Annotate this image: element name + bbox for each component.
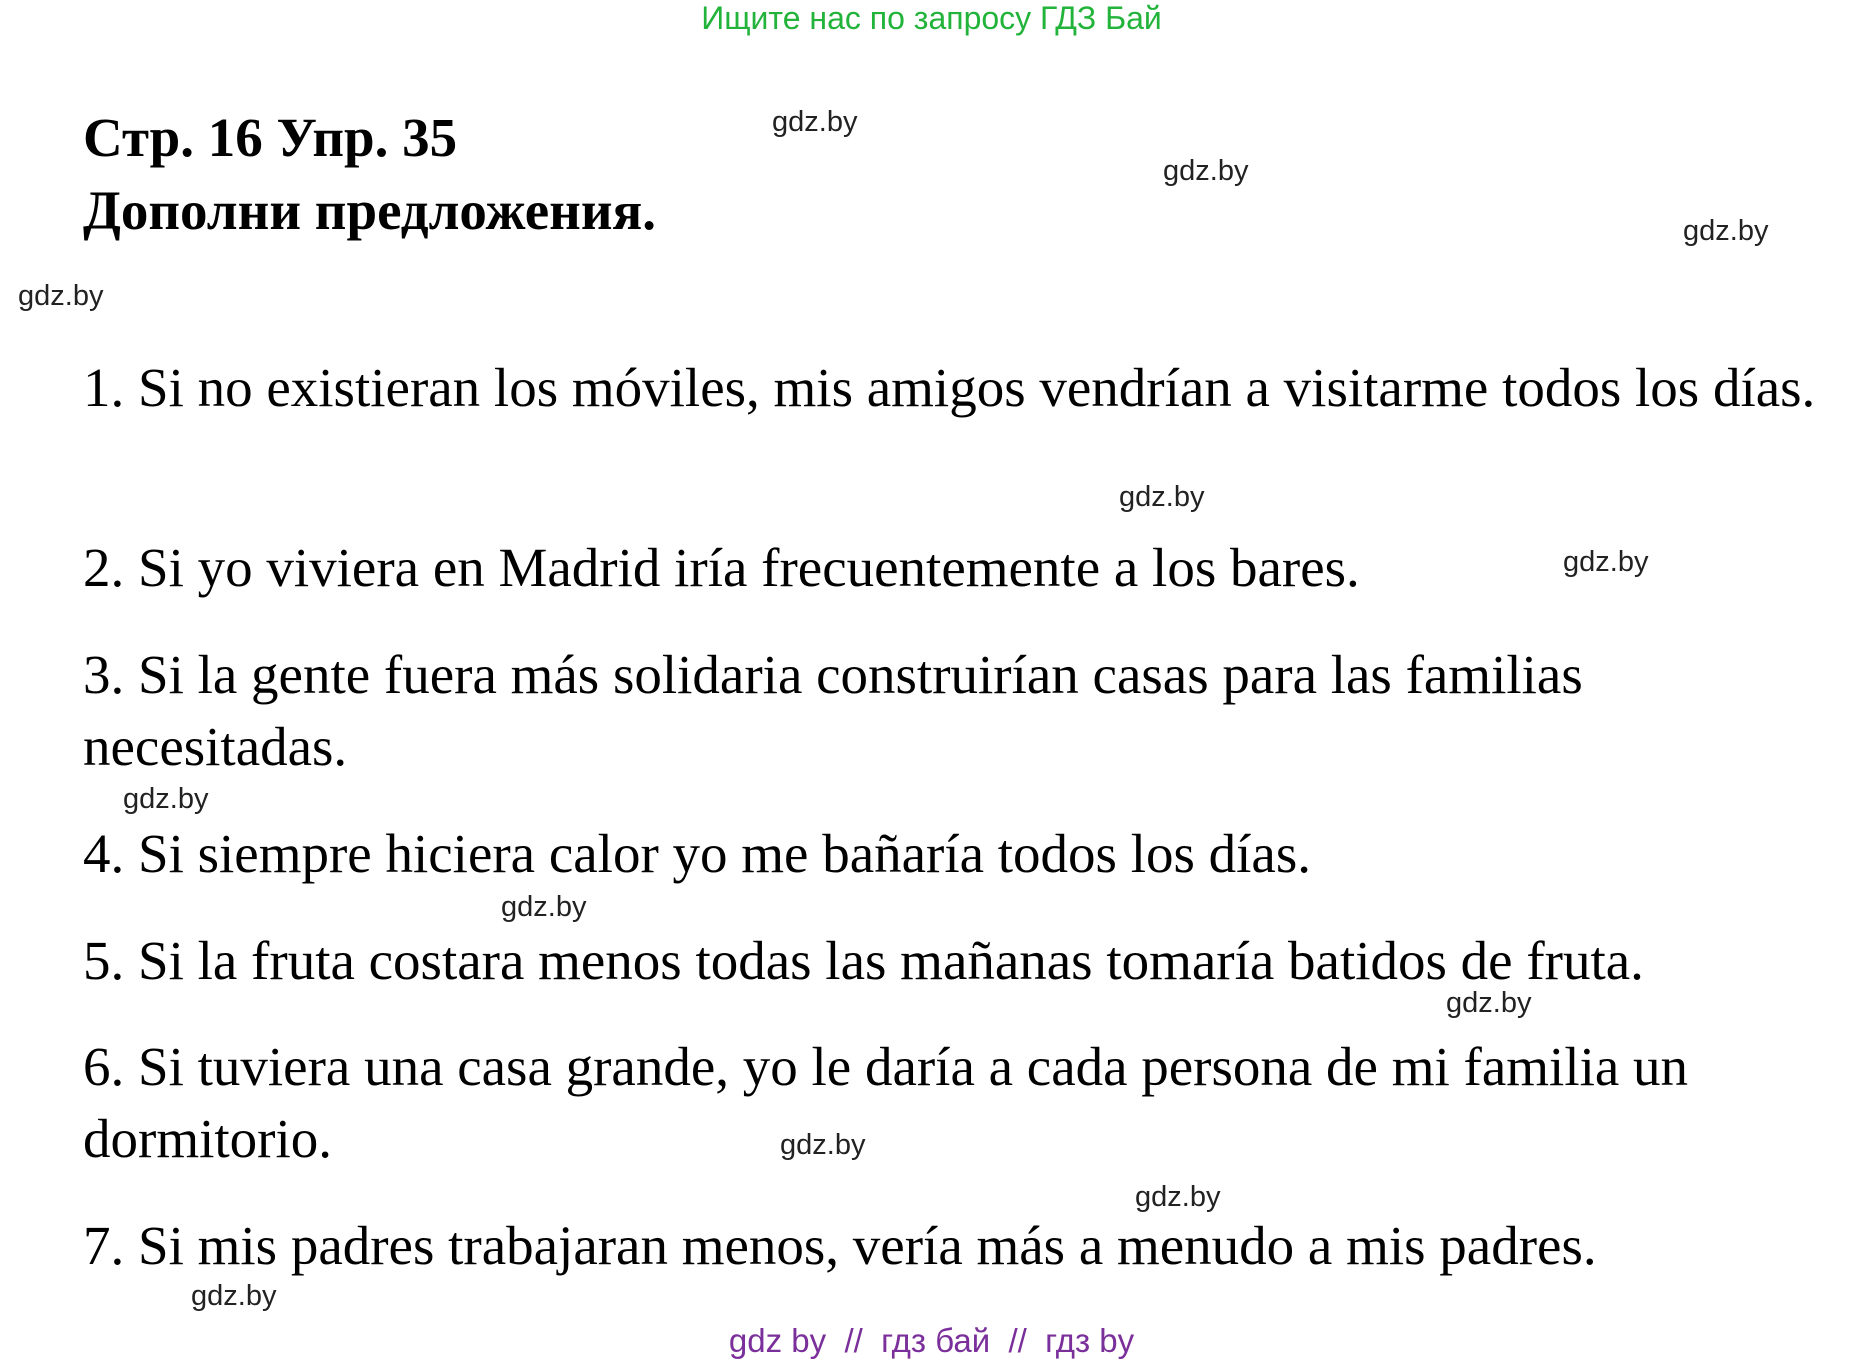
watermark: gdz.by <box>780 1129 866 1161</box>
sentence-1: 1. Si no existieran los móviles, mis amigos vendrían a visitarme todos los días. <box>83 357 1816 418</box>
exercise-instruction: Дополни предложения. <box>83 180 657 241</box>
watermark: gdz.by <box>1446 987 1532 1019</box>
footer-links: gdz by // гдз бай // гдз by <box>728 1322 1135 1359</box>
watermark: gdz.by <box>1683 215 1769 247</box>
sentence-7: 7. Si mis padres trabajaran menos, vería más a menudo a mis padres. <box>83 1215 1597 1276</box>
watermark: gdz.by <box>191 1280 277 1312</box>
top-banner: Ищите нас по запросу ГДЗ Бай <box>701 0 1162 36</box>
watermark: gdz.by <box>1135 1181 1221 1213</box>
page-exercise-title: Стр. 16 Упр. 35 <box>83 107 458 168</box>
sentence-5: 5. Si la fruta costara menos todas las mañanas tomaría batidos de fruta. <box>83 930 1644 991</box>
watermark: gdz.by <box>18 280 104 312</box>
sentence-2: 2. Si yo viviera en Madrid iría frecuentemente a los bares. <box>83 537 1360 598</box>
watermark: gdz.by <box>772 106 858 138</box>
watermark: gdz.by <box>501 891 587 923</box>
watermark: gdz.by <box>1119 481 1205 513</box>
watermark: gdz.by <box>1163 155 1249 187</box>
sentence-6: 6. Si tuviera una casa grande, yo le daría a cada persona de mi familia un dormitorio. <box>83 1036 1689 1169</box>
sentence-3: 3. Si la gente fuera más solidaria construirían casas para las familias necesitadas. <box>83 644 1583 777</box>
watermark: gdz.by <box>1563 546 1649 578</box>
watermark: gdz.by <box>123 783 209 815</box>
sentence-4: 4. Si siempre hiciera calor yo me bañaría todos los días. <box>83 823 1311 884</box>
